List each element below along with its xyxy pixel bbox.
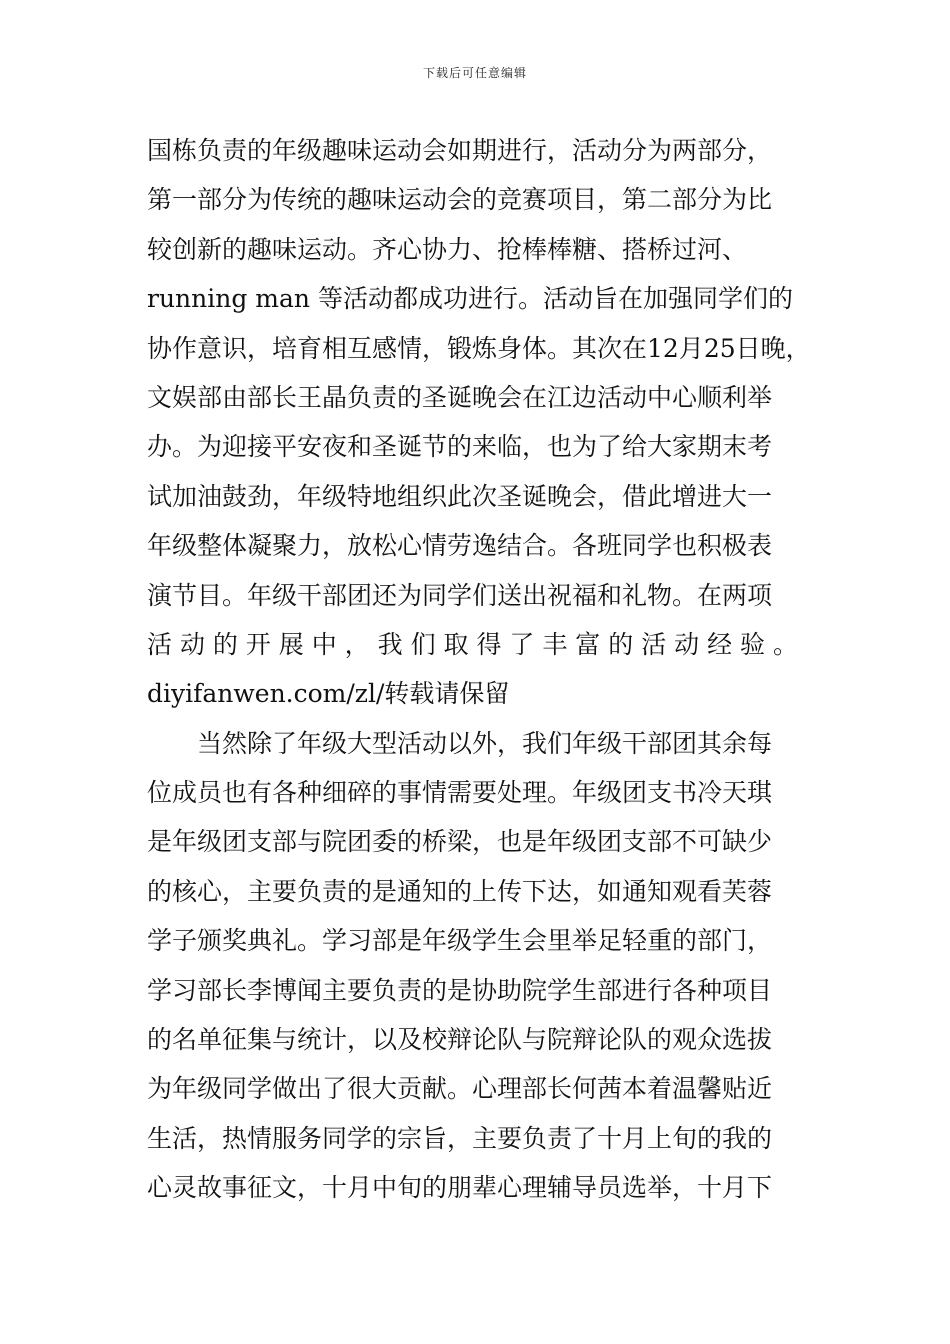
text-line: 生活，热情服务同学的宗旨，主要负责了十月上旬的我的 xyxy=(147,1123,773,1153)
text-line: 演节目。年级干部团还为同学们送出祝福和礼物。在两项 xyxy=(147,580,773,610)
text-line: 学子颁奖典礼。学习部是年级学生会里举足轻重的部门， xyxy=(147,926,773,956)
paragraph-2 xyxy=(147,719,822,1213)
text-line: 的核心，主要负责的是通知的上传下达，如通知观看芙蓉 xyxy=(147,876,773,906)
text-line: running man 等活动都成功进行。活动旨在加强同学们的 xyxy=(147,284,793,314)
text-line: 活 动 的 开 展 中 ， 我 们 取 得 了 丰 富 的 活 动 经 验 。 xyxy=(147,629,798,659)
text-line: diyifanwen.com/zl/转载请保留 xyxy=(147,679,510,709)
text-line: 是年级团支部与院团委的桥梁，也是年级团支部不可缺少 xyxy=(147,827,773,857)
text-line: 为年级同学做出了很大贡献。心理部长何茜本着温馨贴近 xyxy=(147,1074,773,1104)
text-line: 心灵故事征文，十月中旬的朋辈心理辅导员选举，十月下 xyxy=(147,1173,773,1203)
text-line: 年级整体凝聚力，放松心情劳逸结合。各班同学也积极表 xyxy=(147,531,773,561)
text-line: 办。为迎接平安夜和圣诞节的来临，也为了给大家期末考 xyxy=(147,432,773,462)
text-line: 国栋负责的年级趣味运动会如期进行，活动分为两部分， xyxy=(147,136,773,165)
text-line: 位成员也有各种细碎的事情需要处理。年级团支书冷天琪 xyxy=(147,778,773,808)
text-line: 当然除了年级大型活动以外，我们年级干部团其余每 xyxy=(197,728,773,758)
paragraph-1 xyxy=(147,126,822,719)
text-line: 文娱部由部长王晶负责的圣诞晚会在江边活动中心顺利举 xyxy=(147,382,773,412)
text-line: 的名单征集与统计，以及校辩论队与院辩论队的观众选拔 xyxy=(147,1025,773,1055)
document-body xyxy=(147,126,822,1213)
text-line: 较创新的趣味运动。齐心协力、抢棒棒糖、搭桥过河、 xyxy=(147,234,748,264)
page-header: 下载后可任意编辑 xyxy=(422,66,527,80)
text-line: 第一部分为传统的趣味运动会的竞赛项目，第二部分为比 xyxy=(147,185,773,215)
text-line: 协作意识，培育相互感情，锻炼身体。其次在12月25日晚， xyxy=(147,333,811,363)
text-line: 学习部长李博闻主要负责的是协助院学生部进行各种项目 xyxy=(147,975,773,1005)
text-line: 试加油鼓劲，年级特地组织此次圣诞晚会，借此增进大一 xyxy=(147,481,773,511)
